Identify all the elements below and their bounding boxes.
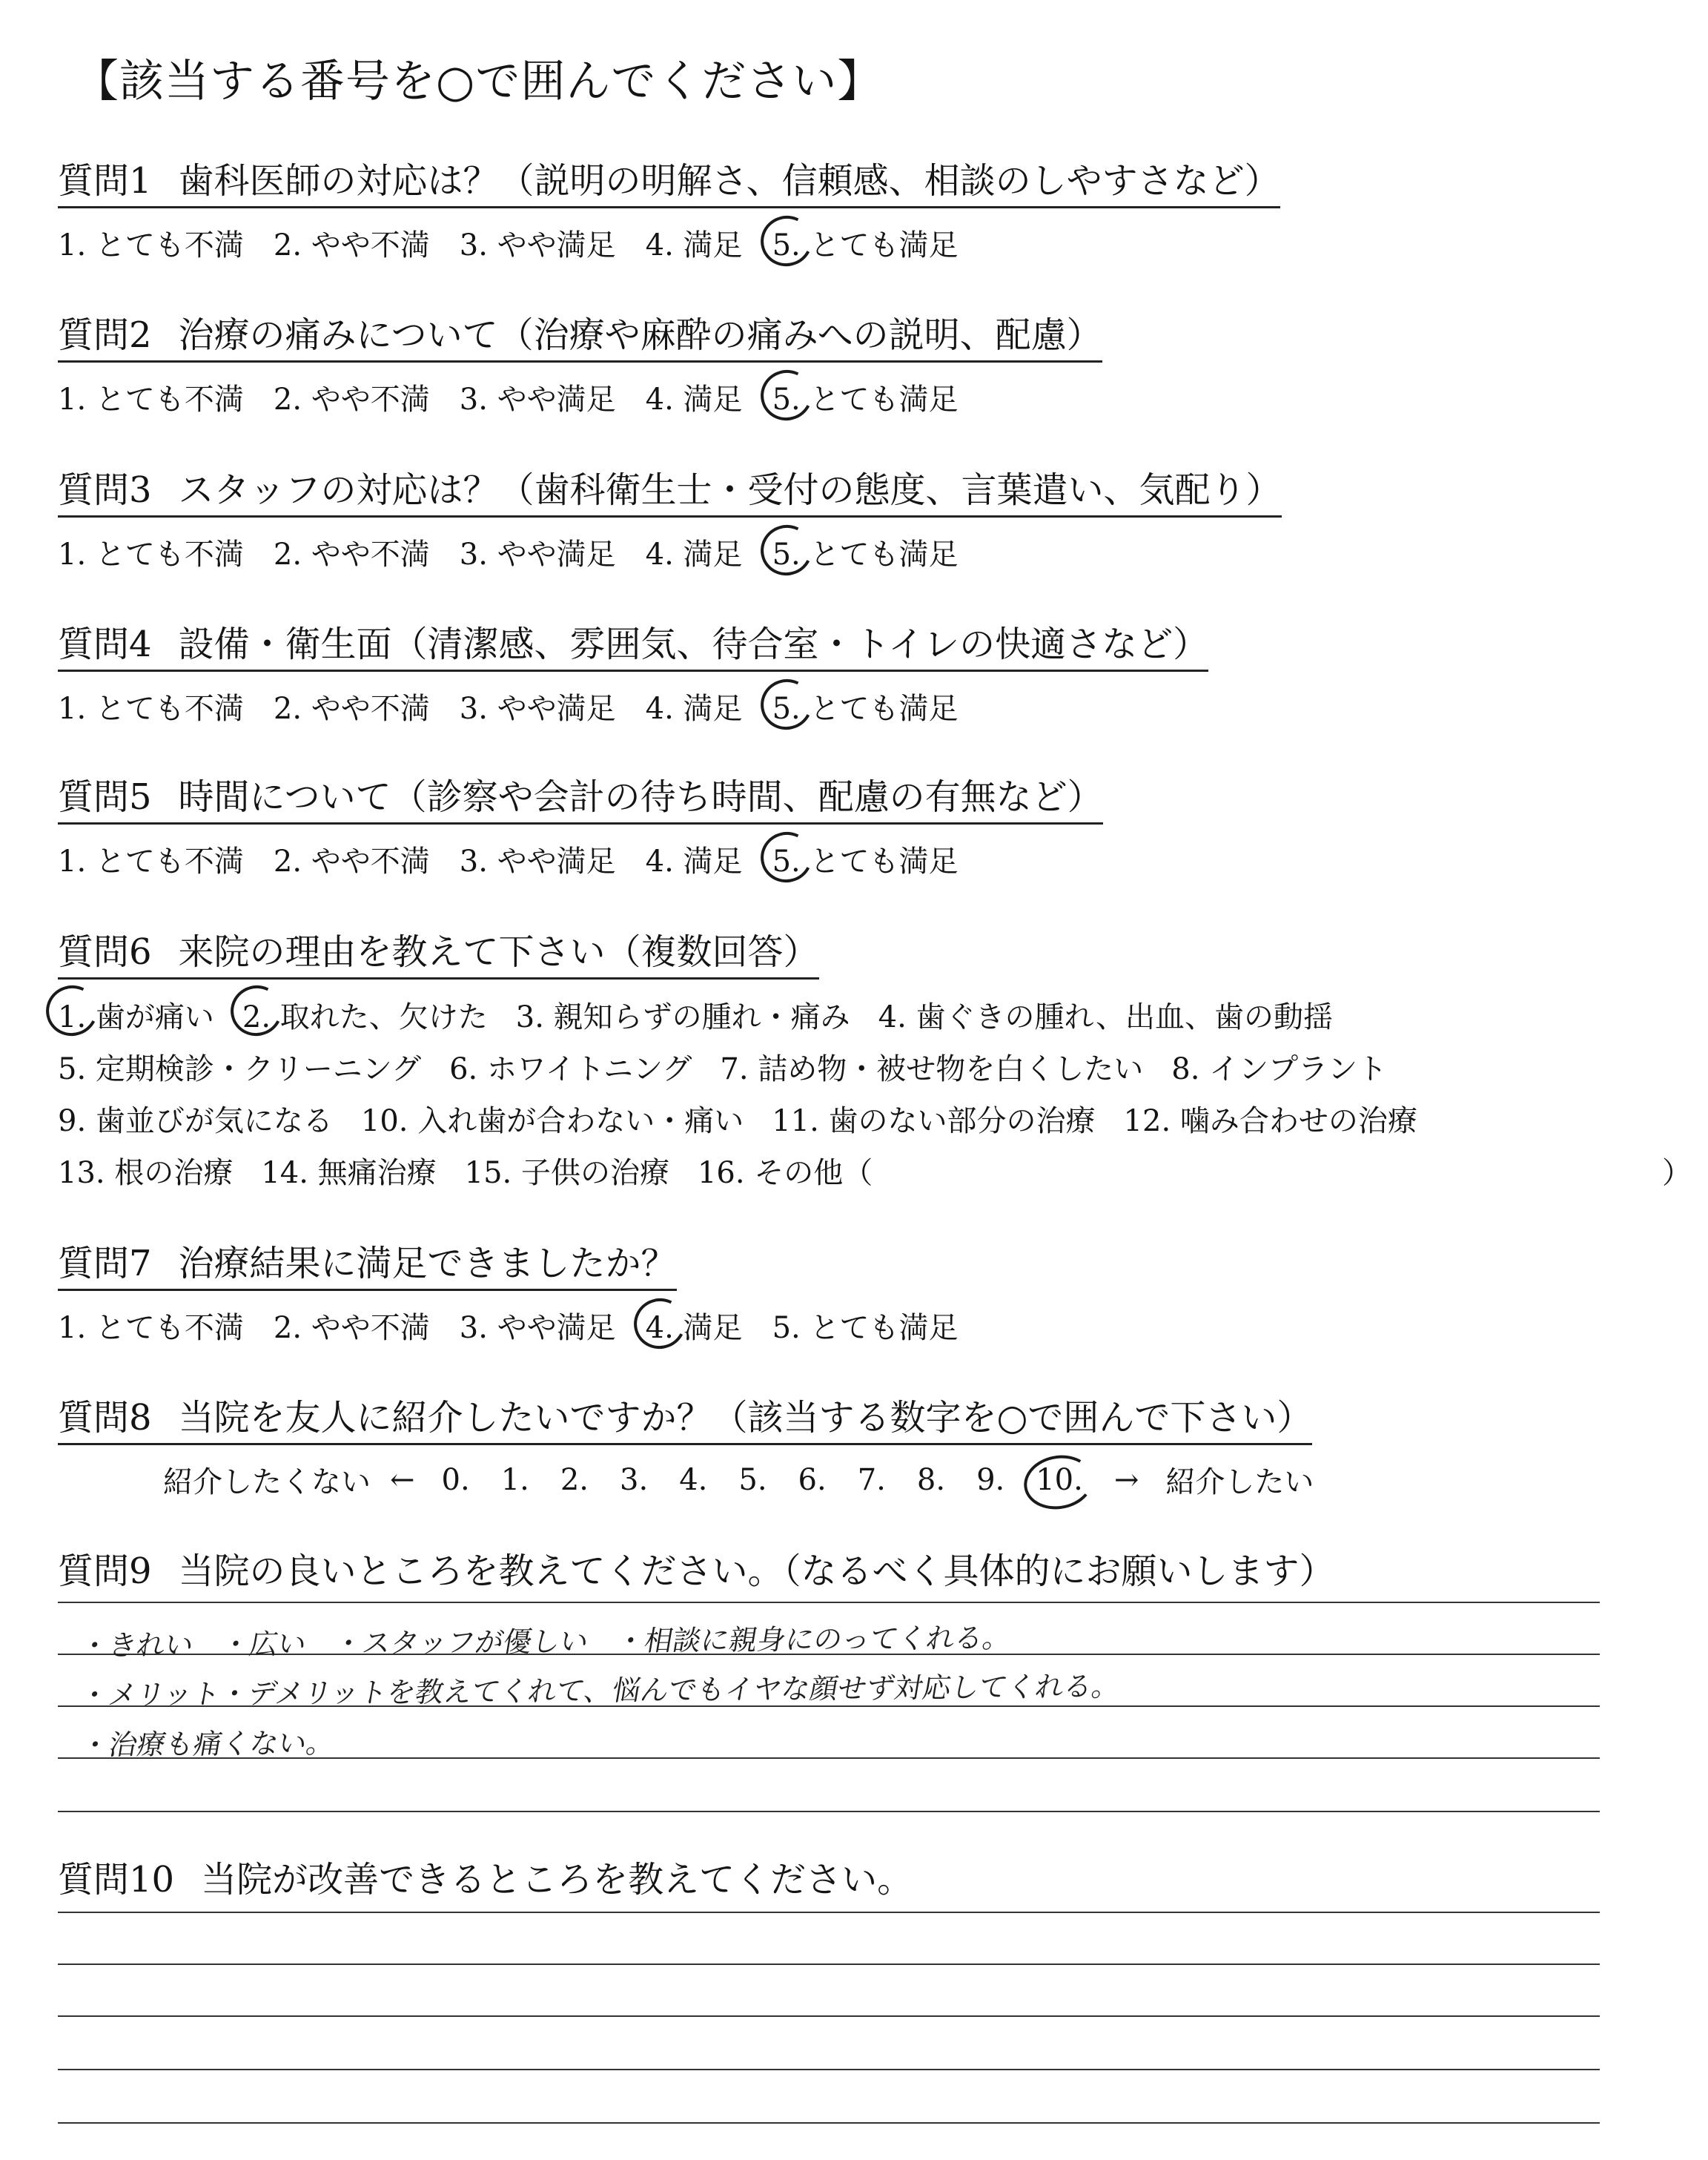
question-5-title: 時間について（診察や会計の待ち時間、配慮の有無など）: [178, 776, 1103, 818]
q4-option-1[interactable]: 1. とても不満: [58, 692, 244, 726]
question-1: [58, 152, 1280, 264]
q8-score-8[interactable]: 8.: [916, 1462, 946, 1497]
q1-option-3[interactable]: 3. やや満足: [459, 228, 616, 262]
q6-option-11[interactable]: 11. 歯のない部分の治療: [772, 1104, 1096, 1138]
q6-option-13[interactable]: 13. 根の治療: [58, 1156, 234, 1190]
q2-option-1[interactable]: 1. とても不満: [58, 383, 244, 417]
question-8-title: 当院を友人に紹介したいですか？（該当する数字を○で囲んで下さい）: [178, 1397, 1313, 1439]
question-7: [58, 1235, 987, 1347]
answer-line: [58, 1602, 1600, 1603]
question-7-options: [58, 1304, 987, 1347]
question-7-number: 質問7: [58, 1243, 152, 1284]
q3-option-4[interactable]: 4. 満足: [645, 538, 743, 572]
question-10: [58, 1851, 913, 1902]
answer-line: [58, 2069, 1600, 2070]
q8-score-10-circled[interactable]: 10.: [1036, 1462, 1083, 1497]
page-header: 【該当する番号を○で囲んでください】: [74, 56, 883, 108]
question-5-number: 質問5: [58, 776, 152, 818]
question-9: [58, 1542, 1335, 1593]
question-4-options: [58, 685, 1208, 727]
q6-option-14[interactable]: 14. 無痛治療: [261, 1156, 437, 1190]
q8-score-9[interactable]: 9.: [976, 1462, 1005, 1497]
answer-line: [58, 2015, 1600, 2017]
q6-option-6[interactable]: 6. ホワイトニング: [449, 1052, 692, 1086]
question-4-title: 設備・衛生面（清潔感、雰囲気、待合室・トイレの快適さなど）: [178, 624, 1209, 665]
q4-option-4[interactable]: 4. 満足: [645, 692, 743, 726]
q9-handwritten-line-2: ・メリット・デメリットを教えてくれて、悩んでもイヤな顔せず対応してくれる。: [77, 1669, 1123, 1712]
answer-line: [58, 1811, 1600, 1812]
q6-option-9[interactable]: 9. 歯並びが気になる: [58, 1104, 333, 1138]
q8-left-label: 紹介したくない: [163, 1465, 371, 1499]
question-7-title: 治療結果に満足できましたか？: [178, 1243, 677, 1284]
q8-score-7[interactable]: 7.: [857, 1462, 886, 1497]
q3-option-1[interactable]: 1. とても不満: [58, 538, 244, 572]
q6-row-4: [58, 1147, 1692, 1199]
question-1-number: 質問1: [58, 160, 152, 202]
question-5-options: [58, 838, 1103, 880]
question-2-title: 治療の痛みについて（治療や麻酔の痛みへの説明、配慮）: [178, 314, 1102, 356]
question-6-options: [58, 991, 1692, 1199]
q5-option-2[interactable]: 2. やや不満: [273, 845, 430, 879]
q8-score-5[interactable]: 5.: [738, 1462, 767, 1497]
q6-option-12[interactable]: 12. 噛み合わせの治療: [1123, 1104, 1417, 1138]
q6-option-2-circled[interactable]: 2. 取れた、欠けた: [242, 991, 488, 1043]
q2-option-2[interactable]: 2. やや不満: [273, 383, 430, 417]
q8-score-0[interactable]: 0.: [441, 1462, 470, 1497]
q8-right-arrow: →: [1113, 1462, 1139, 1497]
q4-option-5-circled[interactable]: 5. とても満足: [772, 685, 959, 727]
q5-option-4[interactable]: 4. 満足: [645, 845, 743, 879]
q5-option-1[interactable]: 1. とても不満: [58, 845, 244, 879]
q8-score-6[interactable]: 6.: [798, 1462, 827, 1497]
q6-option-16[interactable]: 16. その他（: [697, 1156, 873, 1190]
question-2: [58, 306, 1102, 418]
answer-line: [58, 1912, 1600, 1913]
answer-line: [58, 1964, 1600, 1965]
q8-score-1[interactable]: 1.: [500, 1462, 529, 1497]
question-1-options: [58, 222, 1280, 264]
q6-option-4[interactable]: 4. 歯ぐきの腫れ、出血、歯の動揺: [878, 1000, 1333, 1034]
question-5: [58, 768, 1103, 880]
question-6-number: 質問6: [58, 931, 152, 973]
q7-option-2[interactable]: 2. やや不満: [273, 1311, 430, 1345]
q5-option-3[interactable]: 3. やや満足: [459, 845, 616, 879]
question-3-options: [58, 531, 1282, 573]
question-10-title: 当院が改善できるところを教えてください。: [201, 1859, 913, 1900]
question-1-title: 歯科医師の対応は？（説明の明解さ、信頼感、相談のしやすさなど）: [178, 160, 1280, 202]
q9-handwritten-line-1: ・きれい ・広い ・スタッフが優しい ・相談に親身にのってくれる。: [77, 1621, 1014, 1662]
q6-option-10[interactable]: 10. 入れ歯が合わない・痛い: [360, 1104, 744, 1138]
question-2-number: 質問2: [58, 314, 152, 356]
q3-option-3[interactable]: 3. やや満足: [459, 538, 616, 572]
q6-option-7[interactable]: 7. 詰め物・被せ物を白くしたい: [720, 1052, 1144, 1086]
q7-option-5[interactable]: 5. とても満足: [772, 1311, 959, 1345]
q6-option-15[interactable]: 15. 子供の治療: [464, 1156, 669, 1190]
q8-scale: [163, 1459, 1333, 1501]
q6-row-2: [58, 1043, 1446, 1095]
q2-option-3[interactable]: 3. やや満足: [459, 383, 616, 417]
question-4-number: 質問4: [58, 624, 152, 665]
q1-option-1[interactable]: 1. とても不満: [58, 228, 244, 262]
q8-right-label: 紹介したい: [1165, 1465, 1314, 1499]
q6-option-3[interactable]: 3. 親知らずの腫れ・痛み: [515, 1000, 850, 1034]
q5-option-5-circled[interactable]: 5. とても満足: [772, 838, 959, 880]
q6-option-5[interactable]: 5. 定期検診・クリーニング: [58, 1052, 422, 1086]
q6-other-close-paren: ）: [1662, 1156, 1692, 1190]
q8-score-4[interactable]: 4.: [679, 1462, 708, 1497]
question-9-number: 質問9: [58, 1550, 152, 1592]
q1-option-4[interactable]: 4. 満足: [645, 228, 743, 262]
q8-score-3[interactable]: 3.: [620, 1462, 649, 1497]
q4-option-2[interactable]: 2. やや不満: [273, 692, 430, 726]
question-3-title: スタッフの対応は？（歯科衛生士・受付の態度、言葉遣い、気配り）: [178, 469, 1282, 511]
q6-option-8[interactable]: 8. インプラント: [1171, 1052, 1388, 1086]
question-6: [58, 923, 1692, 1199]
q6-row-3: [58, 1095, 1446, 1147]
q10-answer-area[interactable]: [58, 1912, 1600, 2134]
question-4: [58, 615, 1208, 727]
q7-option-3[interactable]: 3. やや満足: [459, 1311, 616, 1345]
question-3: [58, 461, 1282, 573]
q1-option-2[interactable]: 2. やや不満: [273, 228, 430, 262]
q8-left-arrow: ←: [390, 1462, 415, 1497]
question-9-title: 当院の良いところを教えてください。（なるべく具体的にお願いします）: [178, 1550, 1335, 1592]
q7-option-4-circled[interactable]: 4. 満足: [646, 1304, 743, 1347]
question-8: [58, 1389, 1333, 1501]
question-8-number: 質問8: [58, 1397, 152, 1439]
q7-option-1[interactable]: 1. とても不満: [58, 1311, 244, 1345]
q2-option-5-circled[interactable]: 5. とても満足: [772, 376, 959, 418]
question-6-title: 来院の理由を教えて下さい（複数回答）: [178, 931, 819, 973]
question-10-number: 質問10: [58, 1859, 175, 1900]
q4-option-3[interactable]: 3. やや満足: [459, 692, 616, 726]
q3-option-2[interactable]: 2. やや不満: [273, 538, 430, 572]
q9-handwritten-line-3: ・治療も痛くない。: [78, 1726, 338, 1762]
q2-option-4[interactable]: 4. 満足: [645, 383, 743, 417]
q8-score-2[interactable]: 2.: [560, 1462, 589, 1497]
answer-line: [58, 2122, 1600, 2124]
question-3-number: 質問3: [58, 469, 152, 511]
q1-option-5-circled[interactable]: 5. とても満足: [772, 222, 959, 264]
q6-row-1: [58, 991, 1446, 1043]
question-2-options: [58, 376, 1102, 418]
q3-option-5-circled[interactable]: 5. とても満足: [772, 531, 959, 573]
q6-option-1-circled[interactable]: 1. 歯が痛い: [58, 991, 214, 1043]
